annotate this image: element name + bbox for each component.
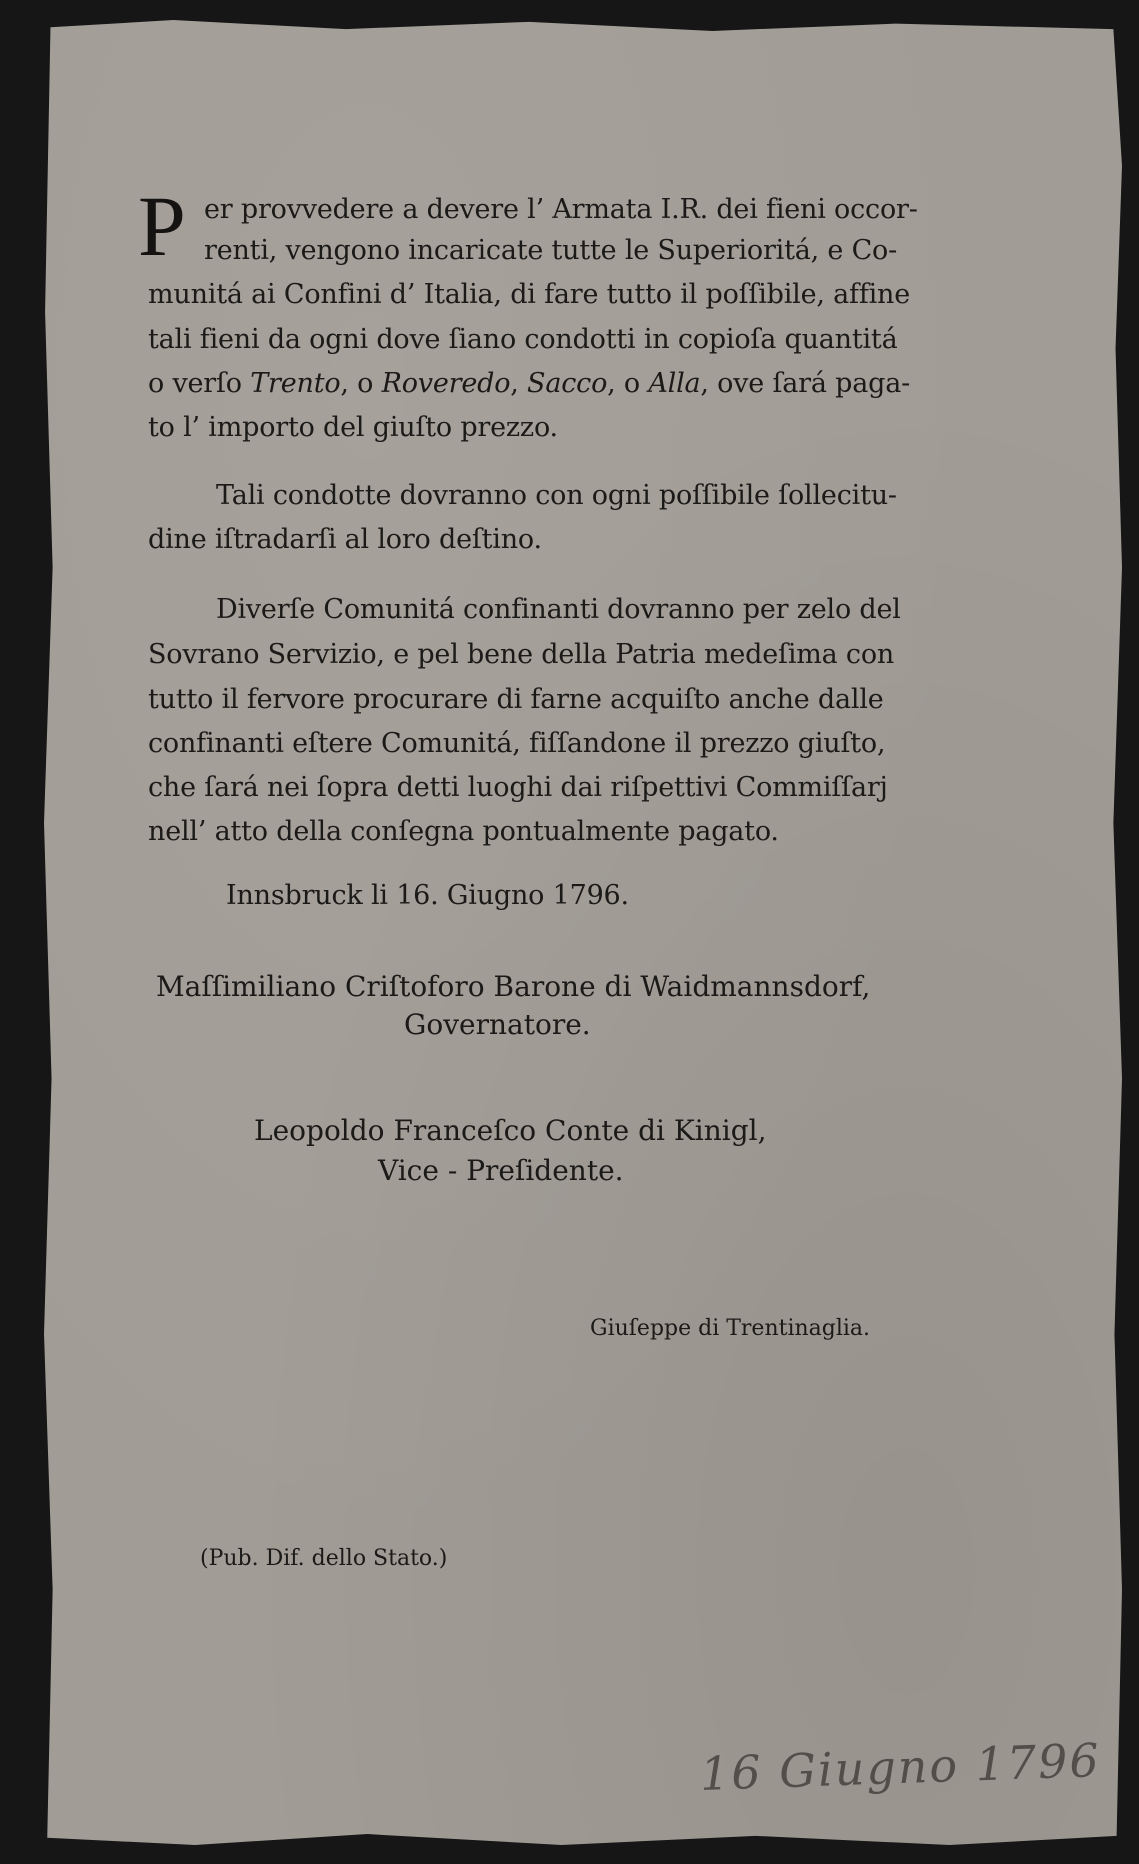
paragraph-3-line-3: tutto il fervore procurare di farne acquiſto anche dalle	[148, 684, 884, 715]
signatory-3: Giuſeppe di Trentinaglia.	[590, 1316, 871, 1341]
paragraph-3-line-5: che ſará nei ſopra detti luoghi dai riſpettivi Commiſſarj	[148, 772, 888, 803]
paragraph-3-line-1: Diverſe Comunitá confinanti dovranno per zelo del	[216, 594, 901, 625]
drop-cap: P	[138, 178, 186, 274]
text-segment: , o	[607, 368, 649, 399]
handwritten-date: 16 Giugno 1796	[699, 1733, 1102, 1801]
paragraph-1-line-2: renti, vengono incaricate tutte le Superioritá, e Co-	[204, 235, 898, 266]
paragraph-3-line-6: nell’ atto della conſegna pontualmente pagato.	[148, 816, 779, 847]
paragraph-2-line-1: Tali condotte dovranno con ogni poſſibile ſollecitu-	[216, 480, 897, 511]
text-segment: o verſo	[148, 368, 251, 399]
place-alla: Alla	[648, 368, 701, 399]
paragraph-2-line-2: dine iſtradarſi al loro deſtino.	[148, 524, 542, 555]
date-line: Innsbruck li 16. Giugno 1796.	[226, 880, 629, 911]
signatory-2-name: Leopoldo Franceſco Conte di Kinigl,	[254, 1114, 767, 1147]
place-trento: Trento	[250, 368, 341, 399]
place-sacco: Sacco	[527, 368, 608, 399]
signatory-2-title: Vice - Preſidente.	[378, 1154, 624, 1187]
paragraph-1-line-1: er provvedere a devere l’ Armata I.R. dei fieni occor-	[204, 194, 918, 225]
place-roveredo: Roveredo	[381, 368, 511, 399]
signatory-1-title: Governatore.	[404, 1008, 591, 1041]
signatory-1-name: Maſſimiliano Criſtoforo Barone di Waidmannsdorf,	[156, 970, 871, 1003]
paragraph-1-line-6: to l’ importo del giuſto prezzo.	[148, 412, 558, 443]
publication-note: (Pub. Dif. dello Stato.)	[200, 1546, 448, 1571]
paragraph-1-line-4: tali fieni da ogni dove ſiano condotti in copioſa quantitá	[148, 324, 898, 355]
paragraph-3-line-4: confinanti eſtere Comunitá, fiſſandone il prezzo giuſto,	[148, 728, 886, 759]
text-segment: , ove ſará paga-	[700, 368, 911, 399]
text-segment: ,	[510, 368, 528, 399]
paragraph-3-line-2: Sovrano Servizio, e pel bene della Patria medeſima con	[148, 639, 895, 670]
paragraph-1-line-3: munitá ai Confini d’ Italia, di fare tutto il poſſibile, affine	[148, 279, 911, 310]
text-segment: , o	[340, 368, 382, 399]
paragraph-1-line-5	[148, 364, 910, 405]
